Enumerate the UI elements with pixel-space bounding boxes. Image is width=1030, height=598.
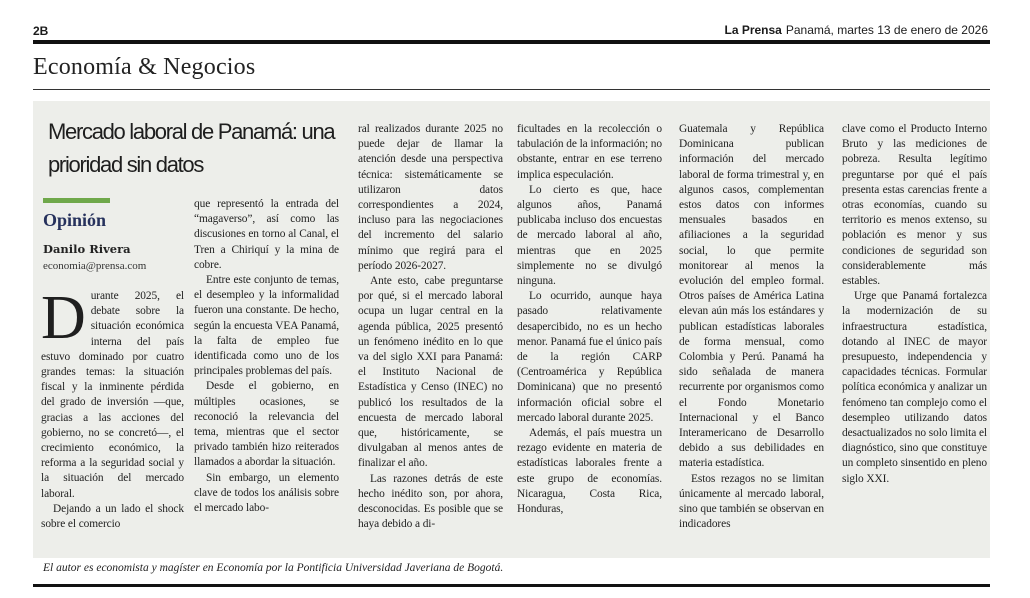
paragraph: que representó la entrada del “magaverso”, así como las discusiones en torno al Canal, el Tren a Chiriquí y la mina de cobre. <box>194 198 339 271</box>
article-column-4 <box>517 122 662 517</box>
author-footnote: El autor es economista y magíster en Economía por la Pontificia Universidad Javeriana de Bogotá. <box>43 562 504 574</box>
paragraph: Guatemala y República Dominicana publican información del mercado laboral de forma trimestral y, en algunos casos, complementan estos datos con informes mensuales basados en afiliaciones a la seguridad social, lo que permite monitorear al menos la evolución del empleo formal. Otros países de América Latina elevan aún más los estándares y publican estadísticas laborales de forma mensual, como Colombia y Perú. Panamá ha sido señalada de manera recurrente por organismos como el Fondo Monetario Internacional y el Banco Interamericano de Desarrollo debido a sus debilidades en materia estadística. <box>679 123 824 470</box>
section-rule <box>33 89 990 90</box>
drop-cap: D <box>41 284 86 352</box>
page-number: 2B <box>33 24 49 38</box>
paragraph: Las razones detrás de este hecho inédito son, por ahora, desconocidas. Es posible que se haya debido a di- <box>358 472 503 531</box>
section-title: Economía & Negocios <box>33 54 256 80</box>
article-column-1 <box>41 284 184 532</box>
paragraph: ral realizados durante 2025 no puede dejar de llamar la atención desde una perspectiva técnica: sistemáticamente se utilizaron datos correspondientes a 2024, incluso para las negociaciones del incremento del salario mínimo que regirá para el período 2026-2027. <box>358 123 503 272</box>
paragraph: Entre este conjunto de temas, el desempleo y la informalidad fueron una constante. De hecho, según la encuesta VEA Panamá, la falta de empleo fue identificada como uno de los principales problemas del país. <box>194 274 339 378</box>
paragraph: Desde el gobierno, en múltiples ocasiones, se reconoció la relevancia del tema, mientras que el sector privado también hizo reiterados llamados a abordar la situación. <box>194 380 339 469</box>
top-rule <box>33 40 990 44</box>
article-column-3 <box>358 122 503 532</box>
paragraph: urante 2025, el debate sobre la situación económica interna del país estuvo dominado por cuatro grandes temas: la situación fiscal y la inminente pérdida del grado de inversión —que, gracias a las acciones del gobierno, no se concretó—, el crecimiento económico, la reforma a la seguridad social y la situación del mercado laboral. <box>41 290 184 500</box>
article-headline: Mercado laboral de Panamá: una prioridad sin datos <box>48 119 335 177</box>
masthead-brand: La Prensa <box>724 23 782 37</box>
paragraph: Dejando a un lado el shock sobre el comercio <box>41 502 184 531</box>
paragraph: Lo cierto es que, hace algunos años, Panamá publicaba incluso dos encuestas de mercado laboral al año, mientras que en 2025 simplemente no se divulgó ninguna. <box>517 183 662 288</box>
paragraph: Lo ocurrido, aunque haya pasado relativamente desapercibido, no es un hecho menor. Panamá fue el único país de la región CARP (Centroamérica y República Dominicana) que no presentó información oficial sobre el mercado laboral durante 2025. <box>517 290 662 424</box>
opinion-accent-bar <box>43 198 110 203</box>
paragraph: ficultades en la recolección o tabulación de la información; no obstante, entrar en ese terreno implica especulación. <box>517 123 662 181</box>
opinion-kicker: Opinión <box>43 210 107 230</box>
masthead <box>724 23 988 37</box>
paragraph: Ante esto, cabe preguntarse por qué, si el mercado laboral ocupa un lugar central en la agenda pública, 2025 presentó un fenómeno inédito en lo que va del siglo XXI para Panamá: el Instituto Nacional de Estadística y Censo (INEC) no publicó los resultados de la encuesta de mercado laboral que, históricamente, se divulgaban al menos antes de finalizar el año. <box>358 275 503 470</box>
paragraph: Urge que Panamá fortalezca la modernización de su infraestructura estadística, dotando al INEC de mayor presupuesto, independencia y capacidades técnicas. Formular política económica y analizar un fenómeno tan complejo como el desempleo utilizando datos desactualizados no solo limita el diagnóstico, sino que constituye un completo sinsentido en pleno siglo XXI. <box>842 290 987 485</box>
article-column-5 <box>679 122 824 532</box>
article-column-6 <box>842 122 987 487</box>
article-column-2 <box>194 197 339 516</box>
paragraph: Estos rezagos no se limitan únicamente al mercado laboral, sino que también se observan en indicadores <box>679 472 824 531</box>
paragraph: clave como el Producto Interno Bruto y las mediciones de pobreza. Resulta legítimo preguntarse por qué el país presenta estas carencias frente a otras economías, cuando su territorio es menos extenso, su población es menor y sus condiciones de seguridad son considerablemente más estables. <box>842 123 987 288</box>
paragraph: Sin embargo, un elemento clave de todos los análisis sobre el mercado labo- <box>194 471 339 515</box>
paragraph: Además, el país muestra un rezago evidente en materia de estadísticas laborales frente a este grupo de economías. Nicaragua, Costa Rica, Honduras, <box>517 427 662 516</box>
bottom-rule <box>33 584 990 587</box>
masthead-dateline: Panamá, martes 13 de enero de 2026 <box>785 23 988 37</box>
author-email[interactable]: economia@prensa.com <box>43 260 147 272</box>
author-name: Danilo Rivera <box>43 242 131 256</box>
